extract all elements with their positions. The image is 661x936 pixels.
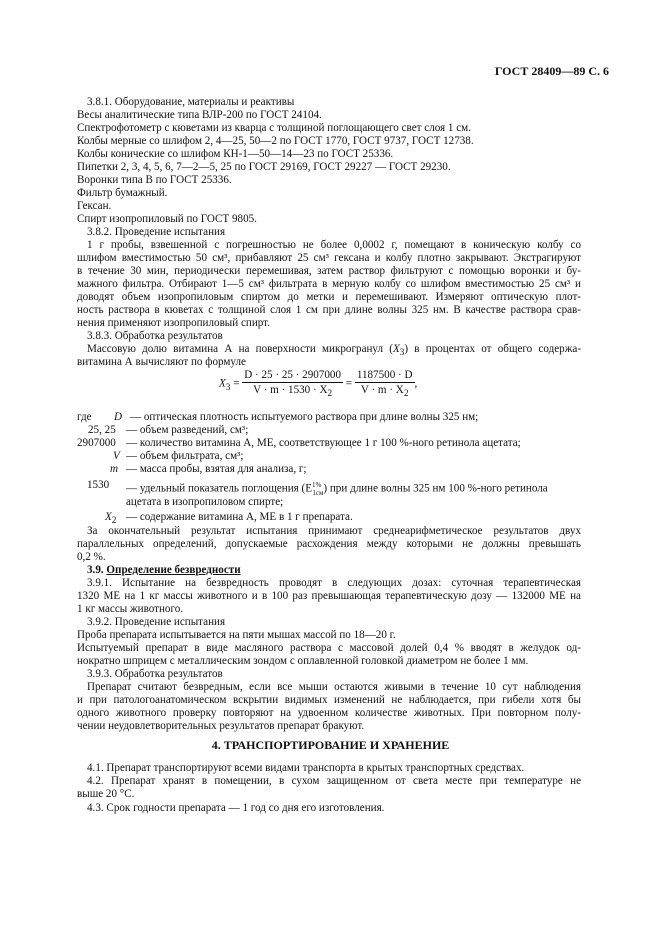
def-text: — оптическая плотность испытуемого раствора при длине волны 325 нм;	[130, 411, 479, 423]
paragraph-line: шлифом вместимостью 50 см³, прибавляют 25 см³ гексана и колбу плотно закрывают. Экстрагируют	[77, 252, 581, 264]
def-text: — объем разведений, см³;	[126, 424, 249, 436]
def-text: ацетата в изопропиловом спирте;	[126, 496, 284, 508]
section-3-8-2-heading: 3.8.2. Проведение испытания	[87, 226, 226, 238]
paragraph-line: Проба препарата испытывается на пяти мышах массой по 18—20 г.	[77, 629, 396, 641]
equipment-item: Колбы конические со шлифом КН-1—50—14—23 по ГОСТ 25336.	[77, 148, 394, 160]
paragraph-line: 1 г пробы, взвешенной с погрешностью не более 0,0002 г, помещают в коническую колбу со	[87, 239, 581, 251]
equipment-item: Гексан.	[77, 200, 112, 212]
where-label: где	[77, 411, 92, 423]
def-text: — объем фильтрата, см³;	[126, 450, 244, 462]
def-symbol: V	[113, 450, 120, 462]
section-3-8-1-heading: 3.8.1. Оборудование, материалы и реактивы	[87, 96, 295, 108]
def-text: — содержание витамина А, МЕ в 1 г препарата.	[126, 511, 353, 523]
paragraph-line: За окончательный результат испытания принимают среднеарифметическое результатов двух	[87, 525, 581, 537]
paragraph-line: 4.3. Срок годности препарата — 1 год со дня его изготовления.	[87, 802, 385, 814]
equipment-item: Спирт изопропиловый по ГОСТ 9805.	[77, 213, 257, 225]
paragraph-line: 1320 МЕ на 1 кг массы животного и в 100 раз превышающая терапевтическую дозу — 132000 МЕ на	[77, 590, 581, 602]
equipment-item: Спектрофотометр с кюветами из кварца с толщиной поглощающего свет слоя 1 см.	[77, 122, 471, 134]
section-3-9-heading: 3.9. Определение безвредности	[87, 564, 241, 576]
formula: $X_3$ = $\frac{D \cdot 25 \cdot 25 \cdot 2907000}{V \cdot m \cdot 1530 \cdot X_2}$ = $\frac{1187500 \cdot D}{V \cdot m \cdot X_2}$ ,	[219, 369, 418, 400]
paragraph-line: в течение 30 мин, периодически перемешивая, затем раствор фильтруют с помощью воронки и бу-	[77, 265, 581, 277]
def-text: — масса пробы, взятая для анализа, г;	[126, 463, 307, 475]
equipment-item: Фильтр бумажный.	[77, 187, 168, 199]
equipment-item: Весы аналитические типа ВЛР-200 по ГОСТ 24104.	[77, 109, 322, 121]
paragraph-line: и при патологоанатомическом вскрытии видимых изменений не наблюдается, при гибели хотя бы	[77, 694, 581, 706]
paragraph-line: одного животного проверку повторяют на удвоенном количестве животных. При повторном полу-	[77, 707, 581, 719]
paragraph-line: 1 кг массы животного.	[77, 603, 184, 615]
paragraph-line: 4.2. Препарат хранят в помещении, в сухом защищенном от света месте при температуре не	[87, 775, 581, 787]
formula-intro-end: витамина А вычисляют по формуле	[77, 356, 246, 368]
def-symbol: $X_2$	[105, 511, 117, 527]
paragraph-line: выше 20 °С.	[77, 788, 135, 800]
section-4-title: 4. ТРАНСПОРТИРОВАНИЕ И ХРАНЕНИЕ	[211, 738, 450, 752]
paragraph-line: 4.1. Препарат транспортируют всеми видами транспорта в крытых транспортных средствах.	[87, 762, 525, 774]
paragraph-line: Препарат считают безвредным, если все мыши остаются живыми в течение 10 сут наблюдения	[87, 681, 581, 693]
def-symbol: 25, 25	[88, 424, 116, 436]
def-symbol: D	[114, 411, 123, 423]
paragraph-line: чении неудовлетворительных результатов препарат бракуют.	[77, 720, 365, 732]
paragraph-line: ность раствора в кюветах с толщиной слоя 1 см при длине волны 325 нм. В качестве раствора срав-	[77, 304, 581, 316]
paragraph-line: мажного фильтра. Отбирают 1—5 см³ фильтрата в мерную колбу со шлифом вместимостью 25 см³ и	[77, 278, 581, 290]
def-text: — удельный показатель поглощения $(E^{1\%}_{1см})$ при длине волны 325 нм 100 %-ного ретинола	[126, 481, 548, 497]
paragraph-line: 0,2 %.	[77, 551, 106, 563]
paragraph-line: Испытуемый препарат в виде масляного раствора с массовой долей 0,4 % вводят в желудок од-	[77, 642, 581, 654]
page-header: ГОСТ 28409—89 С. 6	[494, 64, 609, 78]
equipment-item: Колбы мерные со шлифом 2, 4—25, 50—2 по ГОСТ 1770, ГОСТ 9737, ГОСТ 12738.	[77, 135, 474, 147]
paragraph-line: 3.9.1. Испытание на безвредность проводят в следующих дозах: суточная терапевтическая	[87, 577, 581, 589]
section-3-9-3-heading: 3.9.3. Обработка результатов	[87, 668, 223, 680]
formula-fraction-1: $\frac{D \cdot 25 \cdot 25 \cdot 2907000}{V \cdot m \cdot 1530 \cdot X_2}$	[244, 369, 341, 400]
equipment-item: Пипетки 2, 3, 4, 5, 6, 7—2—5, 25 по ГОСТ 29169, ГОСТ 29227 — ГОСТ 29230.	[77, 161, 451, 173]
paragraph-line: нократно шприцем с металлическим зондом с оплавленной головкой диаметром не более 1 мм.	[77, 655, 529, 667]
formula-intro: Массовую долю витамина А на поверхности микрогранул $(X_3)$ в процентах от общего содержа-	[87, 343, 582, 359]
section-3-8-3-heading: 3.8.3. Обработка результатов	[87, 330, 223, 342]
paragraph-line: доводят объем изопропиловым спиртом до метки и перемешивают. Измеряют оптическую плот-	[77, 291, 581, 303]
def-symbol: 1530	[87, 479, 110, 491]
section-3-9-2-heading: 3.9.2. Проведение испытания	[87, 616, 226, 628]
def-text: — количество витамина А, МЕ, соответствующее 1 г 100 %-ного ретинола ацетата;	[126, 437, 521, 449]
def-symbol: m	[110, 463, 119, 475]
formula-fraction-2: $\frac{1187500 \cdot D}{V \cdot m \cdot X_2}$	[356, 369, 413, 400]
paragraph-line: параллельных определений, допускаемые расхождения между которыми не должны превышать	[77, 538, 581, 550]
paragraph-line: нения применяют изопропиловый спирт.	[77, 317, 270, 329]
equipment-item: Воронки типа В по ГОСТ 25336.	[77, 174, 232, 186]
def-symbol: 2907000	[77, 437, 116, 449]
